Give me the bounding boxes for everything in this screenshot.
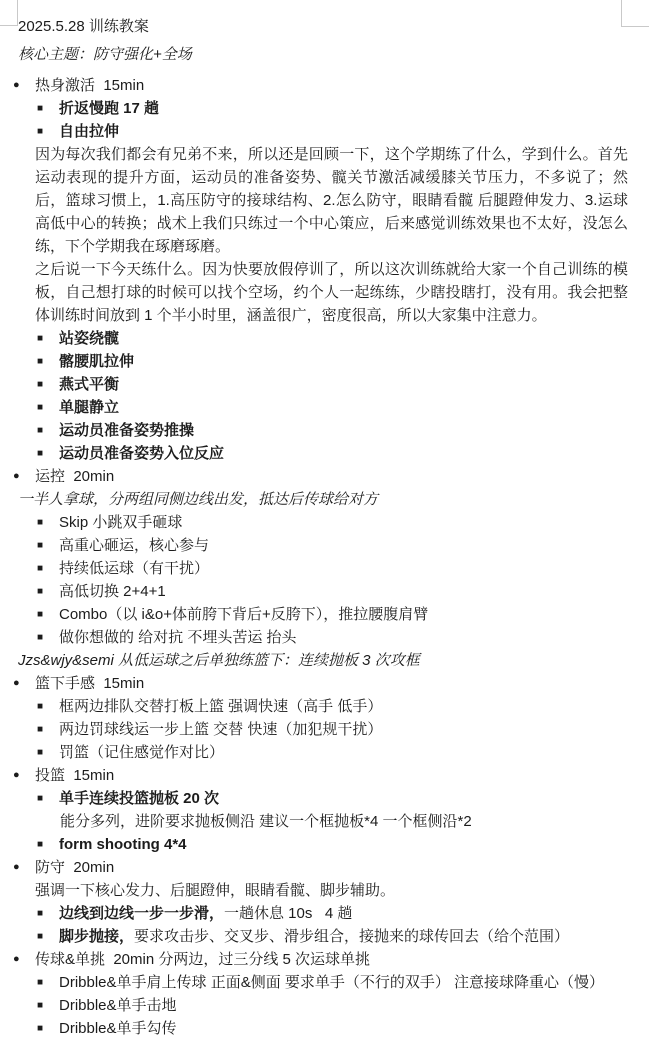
text-run: Dribble&单手肩上传球 正面&侧面 要求单手（不行的双手） 注意接球降重心（慢） xyxy=(59,974,605,991)
drill-item xyxy=(0,902,664,925)
bullet-square-icon: ■ xyxy=(37,609,44,620)
section-bullet-item xyxy=(0,856,664,879)
section-bullet-item xyxy=(0,764,664,787)
text-run: Dribble&单手勾传 xyxy=(59,1020,177,1037)
text-run: 髂腰肌拉伸 xyxy=(59,353,135,370)
text-run: 强调一下核心发力、后腿蹬伸，眼睛看髋、脚步辅助。 xyxy=(35,882,396,899)
text-run: 要求攻击步、交叉步、滑步组合，接抛来的球传回去（给个范围） xyxy=(134,928,570,945)
text-run: 运动员准备姿势入位反应 xyxy=(59,445,225,462)
text-run: 脚步抛接， xyxy=(59,928,135,945)
text-run: 防守 20min xyxy=(35,859,115,876)
drill-item xyxy=(0,718,664,741)
text-run: 单腿静立 xyxy=(59,399,120,416)
bullet-square-icon: ■ xyxy=(37,977,44,988)
doc-title: 2025.5.28 训练教案 xyxy=(18,18,149,35)
bullet-square-icon: ■ xyxy=(37,563,44,574)
bullet-square-icon: ■ xyxy=(37,1000,44,1011)
bullet-square-icon: ■ xyxy=(37,103,44,114)
section-bullet-item xyxy=(0,948,664,971)
text-run: Skip 小跳双手砸球 xyxy=(59,514,183,531)
text-run: 两边罚球线运一步上篮 交替 快速（加犯规干扰） xyxy=(59,721,383,738)
section-bullet-item xyxy=(0,465,664,488)
document-content xyxy=(0,15,664,1040)
bullet-square-icon: ■ xyxy=(37,931,44,942)
drill-item xyxy=(0,626,664,649)
annotation-line xyxy=(18,488,664,511)
text-run: 边线到边线一步一步滑， xyxy=(59,905,225,922)
text-run: 一趟休息 10s 4 趟 xyxy=(224,905,353,922)
text-run: 高重心砸运，核心参与 xyxy=(59,537,210,554)
drill-item xyxy=(0,97,664,120)
bullet-square-icon: ■ xyxy=(37,839,44,850)
bullet-square-icon: ■ xyxy=(37,379,44,390)
text-run: 运动员准备姿势推操 xyxy=(59,422,195,439)
bullet-square-icon: ■ xyxy=(37,333,44,344)
section-bullet-item xyxy=(0,74,664,97)
drill-item xyxy=(0,327,664,350)
text-run: 站姿绕髋 xyxy=(59,330,120,347)
bullet-square-icon: ■ xyxy=(37,402,44,413)
section-bullet-item xyxy=(0,672,664,695)
text-run: 之后说一下今天练什么。因为快要放假停训了，所以这次训练就给大家一个自己训练的模板，自己想打球的时候可以找个空场，约个人一起练练，少瞎投瞎打，没有用。我会把整体训练时间放到 1 个半小时里，涵盖很广，密度很高，所以大家集中注意力。 xyxy=(35,261,628,324)
text-run: 框两边排队交替打板上篮 强调快速（高手 低手） xyxy=(59,698,383,715)
text-run: 因为每次我们都会有兄弟不来，所以还是回顾一下，这个学期练了什么，学到什么。首先运动表现的提升方面，运动员的准备姿势、髋关节激活减缓膝关节压力，不多说了；然后，篮球习惯上，1.高压防守的接球结构、2.怎么防守，眼睛看髋 后腿蹬伸发力、3.运球高低中心的转换；战术上我们只练过一个中心策应，后来感觉训练效果也不太好，没怎么练，下个学期我在琢磨琢磨。 xyxy=(35,146,628,255)
drill-item xyxy=(0,695,664,718)
text-run: 热身激活 15min xyxy=(35,77,145,94)
bullet-square-icon: ■ xyxy=(37,425,44,436)
drill-item xyxy=(0,419,664,442)
bullet-square-icon: ■ xyxy=(37,517,44,528)
text-run: 燕式平衡 xyxy=(59,376,120,393)
core-theme-line: 核心主题：防守强化+全场 xyxy=(18,46,192,63)
text-run: Dribble&单手击地 xyxy=(59,997,177,1014)
text-run: 篮下手感 15min xyxy=(35,675,145,692)
text-run: 投篮 15min xyxy=(35,767,115,784)
drill-item xyxy=(0,925,664,948)
text-run: form shooting 4*4 xyxy=(59,836,187,853)
drill-item xyxy=(0,580,664,603)
bullet-dot-icon: ● xyxy=(13,769,20,781)
doc-lines xyxy=(0,74,664,1040)
drill-item xyxy=(0,120,664,143)
bullet-square-icon: ■ xyxy=(37,126,44,137)
drill-item xyxy=(0,350,664,373)
bullet-square-icon: ■ xyxy=(37,586,44,597)
text-run: 运控 20min xyxy=(35,468,115,485)
text-run: Jzs&wjy&semi 从低运球之后单独练篮下：连续抛板 3 次攻框 xyxy=(18,652,420,669)
bullet-square-icon: ■ xyxy=(37,747,44,758)
bullet-square-icon: ■ xyxy=(37,448,44,459)
text-run: 传球&单挑 20min 分两边，过三分线 5 次运球单挑 xyxy=(35,951,371,968)
bullet-dot-icon: ● xyxy=(13,861,20,873)
bullet-square-icon: ■ xyxy=(37,724,44,735)
text-run: 自由拉伸 xyxy=(59,123,120,140)
bullet-square-icon: ■ xyxy=(37,632,44,643)
bullet-square-icon: ■ xyxy=(37,1023,44,1034)
bullet-square-icon: ■ xyxy=(37,540,44,551)
bullet-dot-icon: ● xyxy=(13,470,20,482)
text-run: 单手连续投篮抛板 20 次 xyxy=(59,790,220,807)
bullet-dot-icon: ● xyxy=(13,79,20,91)
bullet-dot-icon: ● xyxy=(13,953,20,965)
drill-item xyxy=(0,994,664,1017)
text-run: 一半人拿球，分两组同侧边线出发，抵达后传球给对方 xyxy=(18,491,379,508)
drill-item xyxy=(0,396,664,419)
text-run: 持续低运球（有干扰） xyxy=(59,560,210,577)
text-run: 能分多列，进阶要求抛板侧沿 建议一个框抛板*4 一个框侧沿*2 xyxy=(60,813,472,830)
bullet-square-icon: ■ xyxy=(37,356,44,367)
bullet-square-icon: ■ xyxy=(37,793,44,804)
text-run: 罚篮（记住感觉作对比） xyxy=(59,744,225,761)
bullet-square-icon: ■ xyxy=(37,908,44,919)
drill-item xyxy=(0,971,664,994)
note-paragraph xyxy=(35,879,628,902)
drill-item xyxy=(0,603,664,626)
text-run: Combo（以 i&o+体前胯下背后+反胯下），推拉腰腹肩臂 xyxy=(59,606,429,623)
drill-item xyxy=(0,534,664,557)
drill-item xyxy=(0,787,664,810)
drill-item xyxy=(0,557,664,580)
bullet-square-icon: ■ xyxy=(37,701,44,712)
drill-item xyxy=(0,442,664,465)
drill-item xyxy=(0,1017,664,1040)
text-run: 高低切换 2+4+1 xyxy=(59,583,166,600)
drill-item xyxy=(0,373,664,396)
text-run: 做你想做的 给对抗 不埋头苦运 抬头 xyxy=(59,629,297,646)
bullet-dot-icon: ● xyxy=(13,677,20,689)
note-paragraph xyxy=(35,143,628,258)
annotation-line xyxy=(18,649,664,672)
drill-item xyxy=(0,833,664,856)
drill-note xyxy=(60,810,628,833)
text-run: 折返慢跑 17 趟 xyxy=(59,100,160,117)
drill-item xyxy=(0,511,664,534)
drill-item xyxy=(0,741,664,764)
note-paragraph xyxy=(35,258,628,327)
